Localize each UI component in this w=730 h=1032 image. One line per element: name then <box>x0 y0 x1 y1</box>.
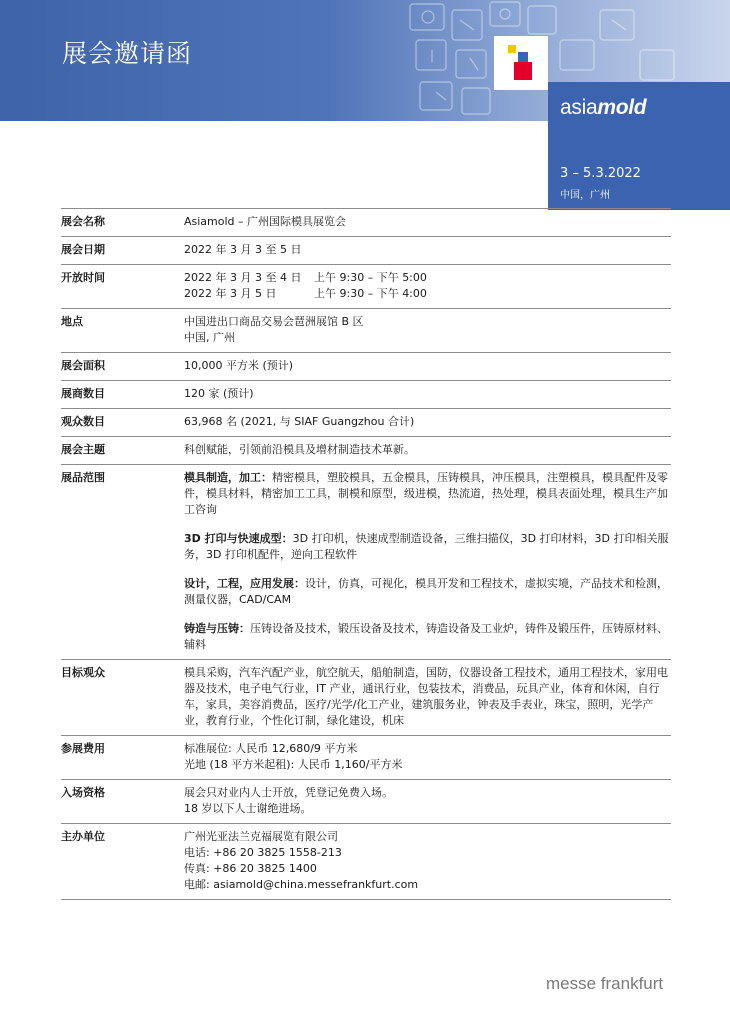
venue-line2: 中国, 广州 <box>184 331 235 344</box>
value-fees <box>184 741 671 773</box>
value-exhibitors: 120 家 (预计) <box>184 387 254 400</box>
value-venue <box>184 314 671 346</box>
hours-line1-time: 上午 9:30 – 下午 5:00 <box>314 271 427 284</box>
label-audience: 目标观众 <box>61 666 105 679</box>
label-scope: 展品范围 <box>61 471 105 484</box>
label-exhibitors: 展商数目 <box>61 387 105 400</box>
scope-p2-title: 3D 打印与快速成型： <box>184 532 293 545</box>
row-admission <box>61 780 671 824</box>
organizer-fax: 传真: +86 20 3825 1400 <box>184 862 317 875</box>
hours-line1-date: 2022 年 3 月 3 至 4 日 <box>184 271 302 284</box>
scope-p2-text: 3D 打印机，快速成型制造设备，三维扫描仪，3D 打印材料，3D 打印相关服务，3D 打印机配件，逆向工程软件 <box>184 532 669 561</box>
value-area: 10,000 平方米 (预计) <box>184 359 294 372</box>
value-name: Asiamold – 广州国际模具展览会 <box>184 215 347 228</box>
label-area: 展会面积 <box>61 359 105 372</box>
row-hours <box>61 265 671 309</box>
event-city-badge: 中国，广州 <box>560 190 610 201</box>
label-theme: 展会主题 <box>61 443 105 456</box>
value-audience: 模具采购，汽车汽配产业，航空航天，船舶制造，国防，仪器设备工程技术，通用工程技术，家用电器及技术，电子电气行业，IT 产业，通讯行业，包装技术，消费品，玩具产业，体育和休闲，自行车，家具，美容消费品，医疗/光学/化工产业，建筑服务业，钟表及手表业，珠宝，照明，光学产业，教育行业，个性化订制，绿化建设，机床 <box>184 666 668 727</box>
value-visitors: 63,968 名 (2021, 与 SIAF Guangzhou 合计) <box>184 415 415 428</box>
row-audience <box>61 660 671 736</box>
label-visitors: 观众数目 <box>61 415 105 428</box>
row-visitors <box>61 409 671 437</box>
hours-line2-date: 2022 年 3 月 5 日 <box>184 287 277 300</box>
row-name <box>61 208 671 237</box>
row-exhibitors <box>61 381 671 409</box>
organizer-email[interactable]: 电邮: asiamold@china.messefrankfurt.com <box>184 878 419 891</box>
row-area <box>61 353 671 381</box>
admission-line2: 18 岁以下人士谢绝进场。 <box>184 802 312 815</box>
value-scope <box>184 470 671 653</box>
value-theme: 科创赋能，引领前沿模具及增材制造技术革新。 <box>184 443 415 456</box>
admission-line1: 展会只对业内人士开放，凭登记免费入场。 <box>184 786 393 799</box>
venue-line1: 中国进出口商品交易会琶洲展馆 B 区 <box>184 315 364 328</box>
hours-line2-time: 上午 9:30 – 下午 4:00 <box>314 287 427 300</box>
row-scope <box>61 465 671 660</box>
scope-paragraph <box>184 531 671 563</box>
messe-frankfurt-logo: messe frankfurt <box>546 974 664 993</box>
scope-paragraph <box>184 621 671 653</box>
row-venue <box>61 309 671 353</box>
fees-line1: 标准展位: 人民币 12,680/9 平方米 <box>184 742 358 755</box>
scope-p3-text: 设计，仿真，可视化，模具开发和工程技术，虚拟实境，产品技术和检测，测量仪器，CAD/CAM <box>184 577 668 606</box>
row-fees <box>61 736 671 780</box>
label-fees: 参展费用 <box>61 742 105 755</box>
value-admission <box>184 785 671 817</box>
row-dates <box>61 237 671 265</box>
scope-p4-title: 铸造与压铸： <box>184 622 250 635</box>
scope-p1-title: 模具制造，加工： <box>184 471 272 484</box>
value-organizer <box>184 829 671 893</box>
scope-paragraph <box>184 470 671 518</box>
label-hours: 开放时间 <box>61 271 105 284</box>
asiamold-logo-icon <box>494 36 548 90</box>
event-date-badge: 3 – 5.3.2022 <box>560 166 641 181</box>
fees-line2: 光地 (18 平方米起租): 人民币 1,160/平方米 <box>184 758 403 771</box>
info-table <box>61 208 671 900</box>
scope-p1-text: 精密模具，塑胶模具，五金模具，压铸模具，冲压模具，注塑模具，模具配件及零件，模具材料，精密加工工具，制模和原型，级进模，热流道，热处理，模具表面处理，模具生产加工咨询 <box>184 471 668 516</box>
scope-paragraph <box>184 576 671 608</box>
organizer-company: 广州光亚法兰克福展览有限公司 <box>184 830 338 843</box>
value-dates: 2022 年 3 月 3 至 5 日 <box>184 243 302 256</box>
label-organizer: 主办单位 <box>61 830 105 843</box>
value-hours <box>184 270 671 302</box>
organizer-tel: 电话: +86 20 3825 1558-213 <box>184 846 342 859</box>
page-title: 展会邀请函 <box>62 39 193 68</box>
scope-p3-title: 设计，工程，应用发展： <box>184 577 305 590</box>
label-name: 展会名称 <box>61 215 105 228</box>
row-theme <box>61 437 671 465</box>
scope-p4-text: 压铸设备及技术，锻压设备及技术，铸造设备及工业炉，铸件及锻压件，压铸原材料、辅料 <box>184 622 668 651</box>
label-dates: 展会日期 <box>61 243 105 256</box>
row-organizer <box>61 824 671 900</box>
label-venue: 地点 <box>61 315 83 328</box>
brand-name: asiamold <box>560 96 647 119</box>
label-admission: 入场资格 <box>61 786 105 799</box>
